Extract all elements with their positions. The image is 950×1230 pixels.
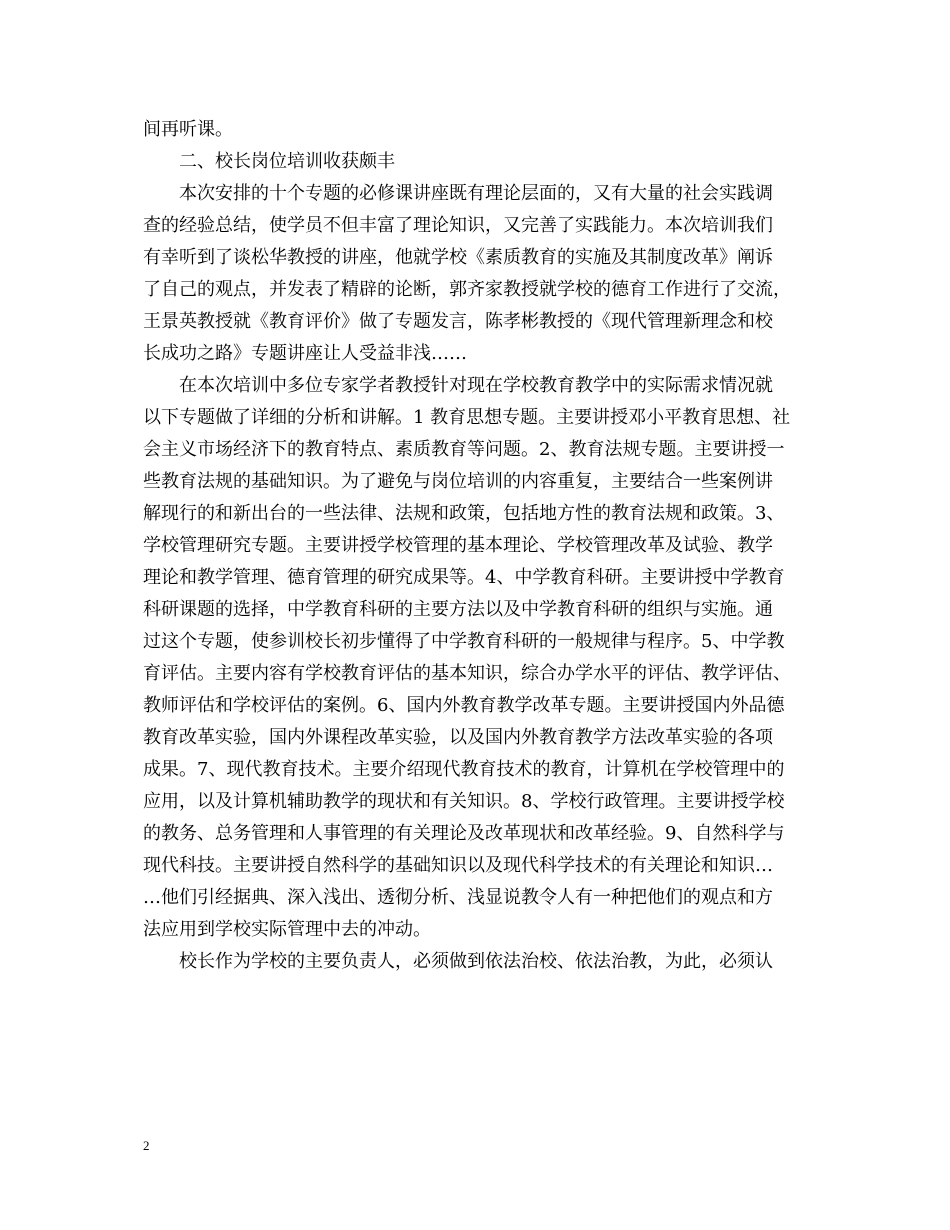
text-line: 成果。7、现代教育技术。主要介绍现代教育技术的教育，计算机在学校管理中的 [143, 759, 785, 780]
text-line: 查的经验总结，使学员不但丰富了理论知识，又完善了实践能力。本次培训我们 [143, 215, 773, 236]
text-line: 教育改革实验，国内外课程改革实验，以及国内外教育教学方法改革实验的各项 [143, 727, 773, 748]
text-line: 本次安排的十个专题的必修课讲座既有理论层面的，又有大量的社会实践调 [179, 183, 773, 204]
text-line: 王景英教授就《教育评价》做了专题发言，陈孝彬教授的《现代管理新理念和校 [143, 311, 773, 332]
text-line: 有幸听到了谈松华教授的讲座，他就学校《素质教育的实施及其制度改革》阐诉 [143, 247, 773, 268]
text-line: 的教务、总务管理和人事管理的有关理论及改革现状和改革经验。9、自然科学与 [143, 823, 785, 844]
page-number: 2 [143, 1138, 150, 1153]
text-line: 育评估。主要内容有学校教育评估的基本知识，综合办学水平的评估、教学评估、 [143, 663, 791, 684]
text-line: 过这个专题，使参训校长初步懂得了中学教育科研的一般规律与程序。5、中学教 [143, 631, 785, 652]
text-line: 会主义市场经济下的教育特点、素质教育等问题。2、教育法规专题。主要讲授一 [143, 439, 785, 460]
text-line: 教师评估和学校评估的案例。6、国内外教育教学改革专题。主要讲授国内外品德 [143, 695, 785, 716]
text-line: 校长作为学校的主要负责人，必须做到依法治校、依法治教，为此，必须认 [179, 951, 773, 972]
text-line: 间再听课。 [143, 119, 233, 140]
text-line: 科研课题的选择，中学教育科研的主要方法以及中学教育科研的组织与实施。通 [143, 599, 773, 620]
text-line: 以下专题做了详细的分析和讲解。1 教育思想专题。主要讲授邓小平教育思想、社 [143, 407, 791, 428]
text-line: 二、校长岗位培训收获颇丰 [179, 151, 395, 172]
text-line: 理论和教学管理、德育管理的研究成果等。4、中学教育科研。主要讲授中学教育 [143, 567, 785, 588]
text-line: …他们引经据典、深入浅出、透彻分析、浅显说教令人有一种把他们的观点和方 [143, 887, 773, 908]
text-line: 长成功之路》专题讲座让人受益非浅…… [143, 343, 467, 364]
text-line: 在本次培训中多位专家学者教授针对现在学校教育教学中的实际需求情况就 [179, 375, 773, 396]
text-line: 现代科技。主要讲授自然科学的基础知识以及现代科学技术的有关理论和知识… [143, 855, 773, 876]
text-line: 了自己的观点，并发表了精辟的论断，郭齐家教授就学校的德育工作进行了交流， [143, 279, 791, 300]
text-line: 应用，以及计算机辅助教学的现状和有关知识。8、学校行政管理。主要讲授学校 [143, 791, 785, 812]
text-lines [143, 114, 811, 978]
body-text [143, 114, 811, 978]
text-line: 法应用到学校实际管理中去的冲动。 [143, 919, 431, 940]
text-line: 解现行的和新出台的一些法律、法规和政策，包括地方性的教育法规和政策。3、 [143, 503, 785, 524]
text-line: 学校管理研究专题。主要讲授学校管理的基本理论、学校管理改革及试验、教学 [143, 535, 773, 556]
text-line: 些教育法规的基础知识。为了避免与岗位培训的内容重复，主要结合一些案例讲 [143, 471, 773, 492]
